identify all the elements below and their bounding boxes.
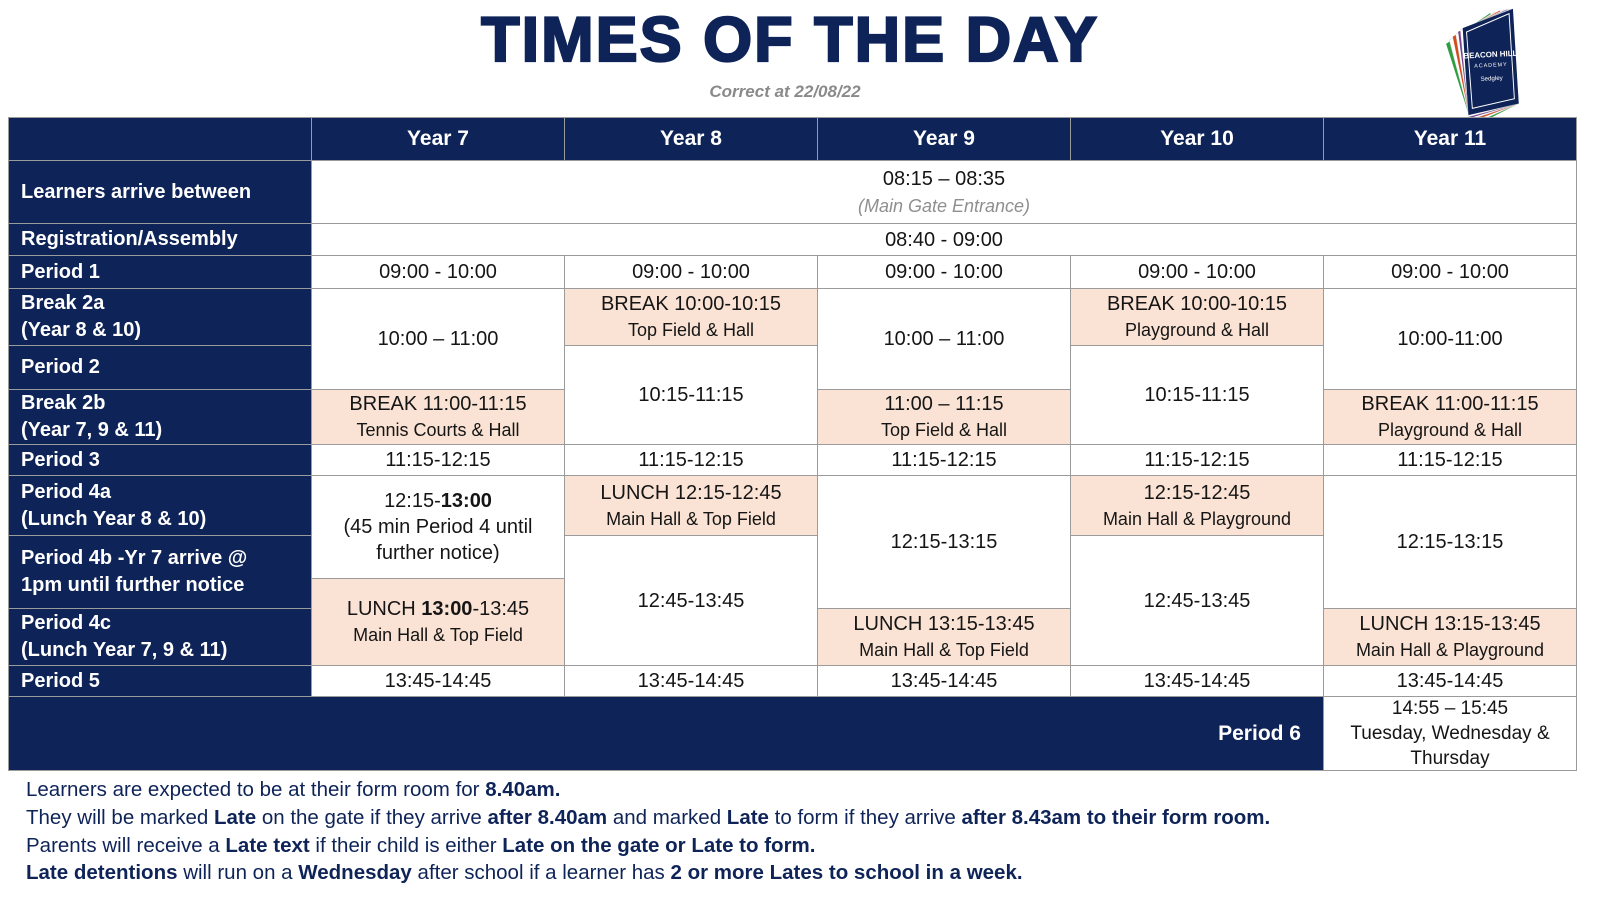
cell-y7-period1: 09:00 - 10:00 — [312, 256, 565, 289]
cell-y8-period1: 09:00 - 10:00 — [565, 256, 818, 289]
cell-y11-period3: 11:15-12:15 — [1324, 445, 1577, 476]
cell-y8-period5: 13:45-14:45 — [565, 666, 818, 697]
logo-text-sedgley: Sedgley — [1480, 74, 1503, 83]
cell-y9-period5: 13:45-14:45 — [818, 666, 1071, 697]
year-8-header: Year 8 — [565, 118, 818, 161]
arrive-time: 08:15 – 08:35 — [882, 167, 1006, 190]
cell-y8-break: BREAK 10:00-10:15 Top Field & Hall — [565, 289, 818, 346]
footer-line-3: Parents will receive a Late text if their child is either Late on the gate or Late to form. — [26, 833, 816, 857]
year-9-header: Year 9 — [818, 118, 1071, 161]
cell-y11-lunch: LUNCH 13:15-13:45 Main Hall & Playground — [1324, 609, 1577, 666]
school-logo — [1432, 3, 1532, 124]
book-logo-graphic — [1432, 3, 1532, 119]
cell-arrive-time — [312, 161, 1577, 224]
cell-y11-period1: 09:00 - 10:00 — [1324, 256, 1577, 289]
cell-y11-morning: 10:00-11:00 — [1324, 289, 1577, 390]
cell-y9-lunch: LUNCH 13:15-13:45 Main Hall & Top Field — [818, 609, 1071, 666]
cell-y10-period3: 11:15-12:15 — [1071, 445, 1324, 476]
cell-y11-period4: 12:15-13:15 — [1324, 476, 1577, 609]
cell-registration-time: 08:40 - 09:00 — [312, 224, 1577, 256]
row-label-period-4a: Period 4a (Lunch Year 8 & 10) — [9, 476, 312, 536]
row-label-period-2: Period 2 — [9, 346, 312, 390]
row-label-learners-arrive: Learners arrive between — [9, 161, 312, 224]
cell-y10-period1: 09:00 - 10:00 — [1071, 256, 1324, 289]
year-7-header: Year 7 — [312, 118, 565, 161]
cell-y7-period3: 11:15-12:15 — [312, 445, 565, 476]
cell-y11-period6: 14:55 – 15:45 Tuesday, Wednesday & Thursday — [1324, 697, 1577, 771]
cell-y9-period3: 11:15-12:15 — [818, 445, 1071, 476]
row-label-period-4c: Period 4c (Lunch Year 7, 9 & 11) — [9, 609, 312, 666]
row-label-period-5: Period 5 — [9, 666, 312, 697]
row-label-period-4b: Period 4b -Yr 7 arrive @ 1pm until further notice — [9, 536, 312, 609]
cell-y11-period5: 13:45-14:45 — [1324, 666, 1577, 697]
cell-y10-period5: 13:45-14:45 — [1071, 666, 1324, 697]
cell-y10-late-morning: 10:15-11:15 — [1071, 346, 1324, 445]
year-10-header: Year 10 — [1071, 118, 1324, 161]
row-label-period-1: Period 1 — [9, 256, 312, 289]
cell-y8-lunch: LUNCH 12:15-12:45 Main Hall & Top Field — [565, 476, 818, 536]
cell-y9-morning: 10:00 – 11:00 — [818, 289, 1071, 390]
footer-line-4: Late detentions will run on a Wednesday after school if a learner has 2 or more Lates to school in a week. — [26, 861, 1023, 885]
cell-y11-break: BREAK 11:00-11:15 Playground & Hall — [1324, 390, 1577, 445]
cell-y10-period4: 12:45-13:45 — [1071, 536, 1324, 666]
corner-cell — [9, 118, 312, 161]
subtitle-correct-at: Correct at 22/08/22 — [709, 82, 861, 101]
cell-y7-break: BREAK 11:00-11:15 Tennis Courts & Hall — [312, 390, 565, 445]
row-label-registration: Registration/Assembly — [9, 224, 312, 256]
footer-notes — [26, 776, 1270, 887]
cell-y7-period4: 12:15-13:00 (45 min Period 4 until further notice) — [312, 476, 565, 579]
year-11-header: Year 11 — [1324, 118, 1577, 161]
cell-y7-morning: 10:00 – 11:00 — [312, 289, 565, 390]
cell-y10-lunch: 12:15-12:45 Main Hall & Playground — [1071, 476, 1324, 536]
row-label-break-2b: Break 2b (Year 7, 9 & 11) — [9, 390, 312, 445]
cell-y9-period1: 09:00 - 10:00 — [818, 256, 1071, 289]
cell-y9-break: 11:00 – 11:15 Top Field & Hall — [818, 390, 1071, 445]
row-label-period-3: Period 3 — [9, 445, 312, 476]
cell-y8-period3: 11:15-12:15 — [565, 445, 818, 476]
arrive-note: (Main Gate Entrance) — [857, 195, 1031, 216]
footer-line-1: Learners are expected to be at their form room for 8.40am. — [26, 778, 561, 801]
cell-y10-break: BREAK 10:00-10:15 Playground & Hall — [1071, 289, 1324, 346]
timetable — [8, 117, 1577, 771]
footer-line-2: They will be marked Late on the gate if they arrive after 8.40am and marked Late to form if they arrive after 8.43am to their form room. — [26, 805, 1271, 829]
logo-text-beacon-hill: BEACON HILL — [1463, 48, 1518, 61]
cell-y8-period4: 12:45-13:45 — [565, 536, 818, 666]
row-label-period-6: Period 6 — [9, 697, 1324, 771]
page-title: TIMES OF THE DAY — [481, 5, 1099, 75]
cell-y7-period5: 13:45-14:45 — [312, 666, 565, 697]
cell-y7-lunch: LUNCH 13:00-13:45 Main Hall & Top Field — [312, 579, 565, 666]
cell-y8-late-morning: 10:15-11:15 — [565, 346, 818, 445]
cell-y9-period4: 12:15-13:15 — [818, 476, 1071, 609]
logo-text-academy: ACADEMY — [1474, 61, 1508, 70]
row-label-break-2a: Break 2a (Year 8 & 10) — [9, 289, 312, 346]
